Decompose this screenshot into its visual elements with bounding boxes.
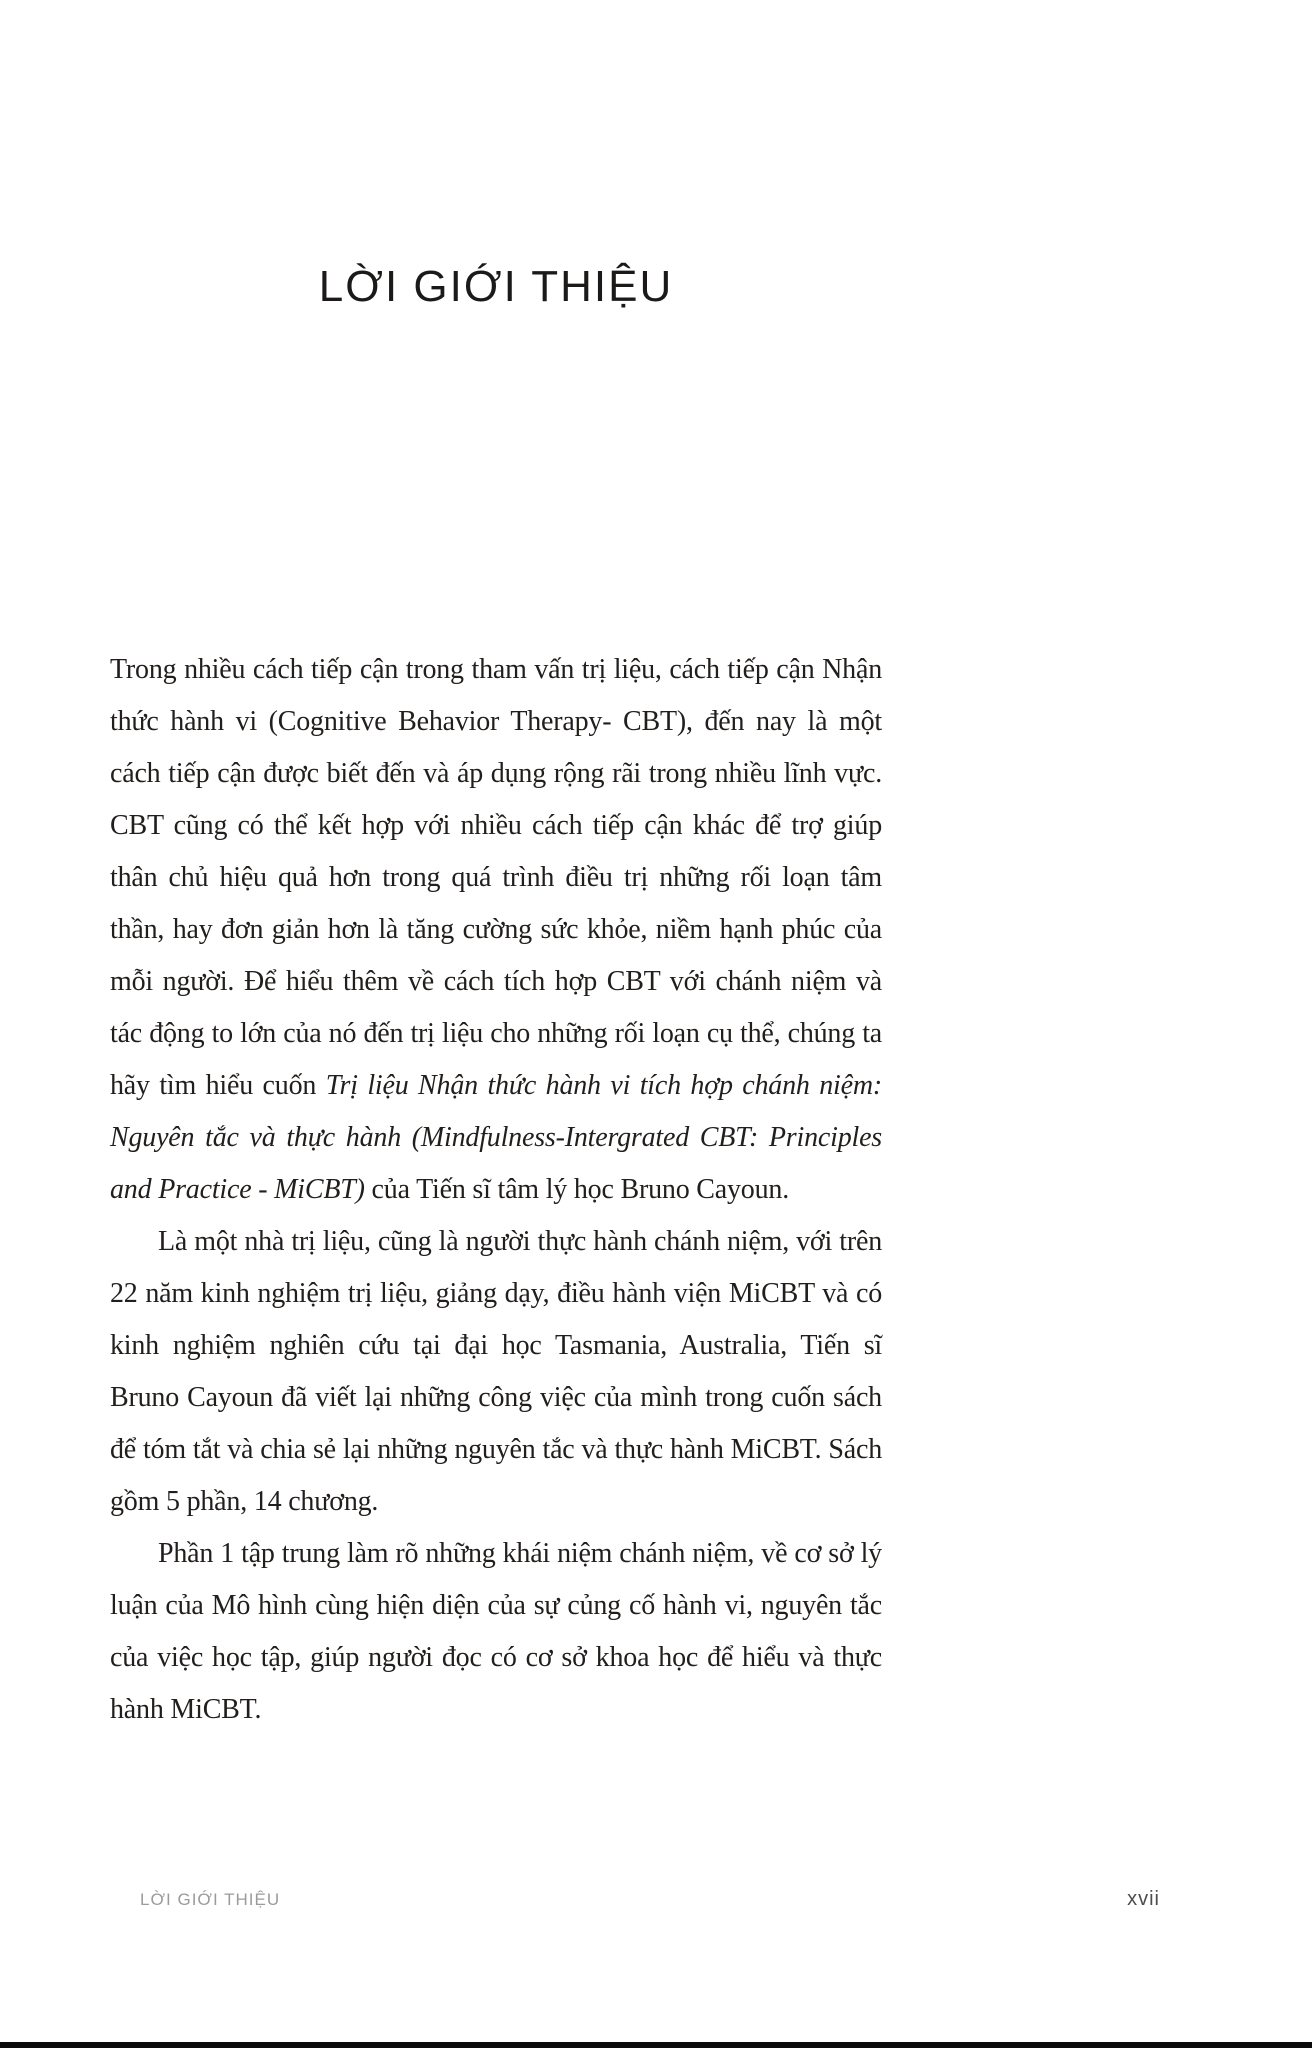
footer-section-label: LỜI GIỚI THIỆU xyxy=(140,1890,281,1909)
paragraph-part1: Phần 1 tập trung làm rõ những khái niệm chánh niệm, về cơ sở lý luận của Mô hình cùng hiện diện của sự củng cố hành vi, nguyên tắc của việc học tập, giúp người đọc có cơ sở khoa học để hiểu và thực hành MiCBT. xyxy=(110,1538,882,1725)
paragraph-intro xyxy=(110,644,882,1216)
paragraph-intro-normal-end: của Tiến sĩ tâm lý học Bruno Cayoun. xyxy=(364,1174,789,1205)
page-title: LỜI GIỚI THIỆU xyxy=(318,262,674,311)
paragraph-intro-normal-start: Trong nhiều cách tiếp cận trong tham vấn trị liệu, cách tiếp cận Nhận thức hành vi (Cognitive Behavior Therapy- CBT), đến nay là một cách tiếp cận được biết đến và áp dụng rộng rãi trong nhiều lĩnh vực. CBT cũng có thể kết hợp với nhiều cách tiếp cận khác để trợ giúp thân chủ hiệu quả hơn trong quá trình điều trị những rối loạn tâm thần, hay đơn giản hơn là tăng cường sức khỏe, niềm hạnh phúc của mỗi người. Để hiểu thêm về cách tích hợp CBT với chánh niệm và tác động to lớn của nó đến trị liệu cho những rối loạn cụ thể, chúng ta hãy tìm hiểu cuốn xyxy=(110,654,882,1101)
footer-page-number: xvii xyxy=(1127,1888,1160,1910)
book-title-italic: Trị liệu Nhận thức hành vi tích hợp chánh niệm: Nguyên tắc và thực hành (Mindfulness-Intergrated CBT: Principles and Practice - MiCBT) xyxy=(110,1070,882,1205)
scan-page-bottom-edge xyxy=(0,2042,1312,2048)
body-text-block xyxy=(110,644,882,1736)
paragraph-author: Là một nhà trị liệu, cũng là người thực hành chánh niệm, với trên 22 năm kinh nghiệm trị liệu, giảng dạy, điều hành viện MiCBT và có kinh nghiệm nghiên cứu tại đại học Tasmania, Australia, Tiến sĩ Bruno Cayoun đã viết lại những công việc của mình trong cuốn sách để tóm tắt và chia sẻ lại những nguyên tắc và thực hành MiCBT. Sách gồm 5 phần, 14 chương. xyxy=(110,1226,882,1517)
page-footer xyxy=(140,1888,1160,1911)
